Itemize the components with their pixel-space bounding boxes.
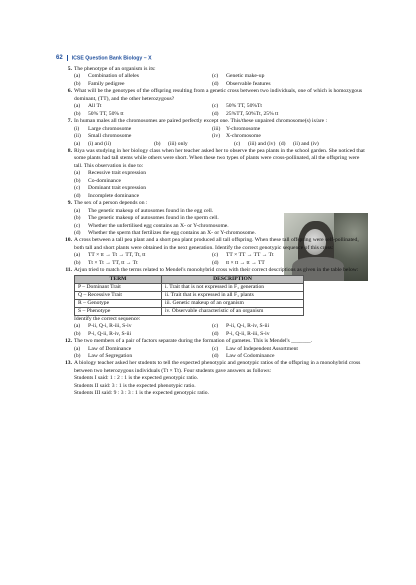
student-answer: Students III said: 9 : 3 : 3 : 1 is the expected genotypic ratio.	[74, 390, 209, 397]
option-letter: (d)	[212, 259, 219, 266]
table-cell: iv. Observable characteristic of an organism	[162, 307, 304, 315]
option-letter: (d)	[212, 352, 219, 359]
question-11-options	[62, 323, 368, 338]
option-letter: (a)	[74, 323, 81, 330]
option	[74, 103, 212, 110]
statement-numeral: (ii)	[74, 133, 81, 140]
option	[74, 331, 212, 338]
question-number: 9.	[67, 200, 72, 207]
question-text: A biology teacher asked her students to tell the expected phenotypic and genotypic ratios of the offspring in a monohybrid cross between two heterozygous individuals (Tt × Tt). Four students gave answers as follows:	[74, 360, 361, 374]
option-text: TT × tt → Tt → TT, Tt, tt	[88, 252, 146, 259]
question-list	[62, 66, 368, 398]
question-number: 12.	[65, 338, 72, 345]
option-letter: (a)	[74, 252, 81, 259]
option	[74, 346, 212, 353]
option	[74, 208, 368, 215]
statement	[212, 133, 368, 140]
statement-text: Small chromosome	[88, 133, 132, 140]
option-letter: (d)	[212, 330, 219, 337]
student-answer: Students I said: 1 : 2 : 1 is the expected genotypic ratio.	[74, 375, 199, 382]
question-6	[62, 88, 368, 103]
option-text: Law of Segregation	[88, 352, 133, 359]
header-divider	[67, 55, 68, 61]
option-letter: (b)	[74, 352, 81, 359]
question-text: Riya was studying in her biology class when her teacher asked her to observe the pea plants in the school garden. She noticed that some plants had tall stems while others were short. When these two types of plants were cross-pollinated, all the offspring were tall. This observation is due to:	[74, 147, 365, 169]
option-letter: (c)	[212, 73, 219, 80]
option-letter: (a)	[74, 103, 81, 110]
option	[74, 260, 212, 267]
option-letter: (d)	[74, 192, 81, 199]
option-text: (iii) only	[168, 140, 188, 147]
option	[212, 323, 368, 330]
question-8-options	[62, 170, 368, 200]
question-number: 6.	[67, 88, 72, 95]
option-text: Whether the unfertilised egg contains an X- or Y-chromosome.	[88, 222, 229, 229]
option-letter: (a)	[74, 170, 81, 177]
question-7-statements	[62, 126, 368, 141]
question-text: What will be the genotypes of the offspring resulting from a genetic cross between two individuals, one of which is homozygous dominant, (TT), and the other heterozygous?	[74, 88, 363, 102]
option	[74, 215, 368, 222]
option-text: Law of Dominance	[88, 345, 132, 352]
option-text: P-i, Q-ii, R-iv, S-iii	[88, 330, 132, 337]
option-letter: (a)	[74, 207, 81, 214]
option-text: (iii) and (iv)	[248, 140, 276, 147]
question-text: Arjun tried to match the terms related to Mendel's monohybrid cross with their correct descriptions as given in the table below:	[74, 267, 359, 274]
option-text: 50% TT, 50%Tt	[226, 103, 262, 110]
student-answer: Students II said: 3 : 1 is the expected phenotypic ratio.	[74, 382, 196, 389]
option-letter: (c)	[74, 185, 81, 192]
option	[212, 252, 368, 259]
option	[74, 170, 368, 177]
page-number: 62	[56, 55, 63, 62]
option-letter: (d)	[212, 80, 219, 87]
option-letter: (d)	[74, 229, 81, 236]
option-letter: (b)	[74, 330, 81, 337]
option-text: Tt × Tt → TT, tt → Tt	[88, 259, 138, 266]
option-letter: (b)	[74, 215, 81, 222]
question-number: 5.	[67, 66, 72, 72]
option	[212, 73, 368, 80]
table-header: DESCRIPTION	[162, 275, 304, 283]
option-text: tt × tt → tt → TT	[226, 259, 265, 266]
statement-numeral: (iii)	[212, 125, 221, 132]
page-header	[56, 55, 152, 61]
question-text: The two members of a pair of factors separate during the formation of gametes. This is Mendel's _______.	[74, 338, 313, 345]
option	[74, 323, 212, 330]
option-letter: (b)	[154, 140, 161, 147]
option	[212, 346, 368, 353]
question-prompt: Identify the correct sequence:	[74, 315, 141, 322]
option-letter: (a)	[74, 140, 81, 147]
option	[74, 141, 154, 148]
question-number: 8.	[67, 147, 72, 154]
statement-text: Y-chromosome	[226, 125, 261, 132]
question-7-options	[62, 141, 368, 148]
question-number: 13.	[65, 360, 72, 367]
option	[234, 141, 279, 148]
option-letter: (c)	[212, 252, 219, 259]
question-7	[62, 118, 368, 125]
table-header: TERM	[75, 275, 162, 283]
option-text: Observable features	[226, 80, 271, 87]
statement-numeral: (iv)	[212, 133, 221, 140]
option-letter: (b)	[74, 110, 81, 117]
option-letter: (b)	[74, 259, 81, 266]
statement	[74, 133, 212, 140]
question-number: 11.	[65, 267, 72, 274]
option	[74, 223, 368, 230]
question-13	[62, 360, 368, 375]
option-letter: (d)	[279, 140, 286, 147]
question-12-options	[62, 346, 368, 361]
option-text: Law of Codominance	[226, 352, 275, 359]
option-text: Combination of alleles	[88, 73, 139, 80]
question-number: 10.	[65, 237, 72, 244]
table-cell: R – Genotype	[75, 299, 162, 307]
option	[212, 331, 368, 338]
option-text: Whether the sperm that fertilizes the egg contains an X- or Y-chromosome.	[88, 229, 256, 236]
table-cell: iii. Genetic makeup of an organism	[162, 299, 304, 307]
option-text: The genetic makeup of autosomes found in the sperm cell.	[88, 215, 219, 222]
option	[279, 141, 368, 148]
option-text: P-i, Q-ii, R-iii, S-iv	[226, 330, 270, 337]
statement-text: Large chromosome	[88, 125, 132, 132]
option-letter: (b)	[74, 177, 81, 184]
option-letter: (c)	[212, 103, 219, 110]
question-12	[62, 338, 368, 345]
statement	[74, 126, 212, 133]
option	[74, 73, 212, 80]
option-letter: (c)	[234, 140, 241, 147]
option	[74, 178, 368, 185]
option-text: The genetic makeup of autosomes found in the egg cell.	[88, 207, 214, 214]
option	[212, 103, 368, 110]
question-6-options	[62, 103, 368, 118]
question-text: In human males all the chromosomes are paired perfectly except one. This/these unpaired chromosome(s) is/are :	[74, 118, 328, 125]
question-text: The sex of a person depends on :	[74, 200, 148, 207]
question-text: A cross between a tall pea plant and a short pea plant produced all tall offspring. When these tall offspring were self-pollinated, both tall and short plants were obtained in the next generation. Identify the correct genotypic sequence of this cross:	[74, 237, 359, 251]
table-cell: Q – Recessive Trait	[75, 291, 162, 299]
question-11	[62, 267, 368, 274]
option-text: TT × TT → TT → Tt	[226, 252, 274, 259]
option-letter: (a)	[74, 73, 81, 80]
option-text: Genetic make-up	[226, 73, 265, 80]
option-text: P-ii, Q-i, R-iii, S-iv	[88, 323, 132, 330]
option-letter: (d)	[212, 110, 219, 117]
table-cell: ii. Trait that is expressed in all F₁ plants	[162, 291, 304, 299]
question-9-options	[62, 208, 368, 238]
option	[74, 185, 368, 192]
option-text: 50% TT, 50% tt	[88, 110, 124, 117]
option-letter: (c)	[212, 323, 219, 330]
table-cell: S – Phenotype	[75, 307, 162, 315]
question-text: The phenotype of an organism is its:	[74, 66, 156, 72]
option-text: (ii) and (iv)	[293, 140, 319, 147]
option	[212, 260, 368, 267]
option-text: Dominant trait expression	[88, 185, 147, 192]
table-cell: i. Trait that is not expressed in F₁ generation	[162, 283, 304, 291]
book-title: ICSE Question Bank Biology – X	[71, 55, 152, 62]
table-row	[75, 291, 304, 299]
option	[154, 141, 234, 148]
option-text: (i) and (ii)	[88, 140, 111, 147]
question-9	[62, 200, 368, 207]
question-10-options	[62, 252, 368, 267]
table-header-row	[75, 275, 304, 283]
option-text: Co-dominance	[88, 177, 121, 184]
option	[74, 252, 212, 259]
option-letter: (c)	[74, 222, 81, 229]
option-text: Recessive trait expression	[88, 170, 147, 177]
option-text: All Tt	[88, 103, 102, 110]
statement-numeral: (i)	[74, 125, 80, 132]
option-text: Law of Independent Assortment	[226, 345, 298, 352]
question-8	[62, 148, 368, 170]
table-row	[75, 307, 304, 315]
option-text: 25%TT, 50%Tt, 25% tt	[226, 110, 279, 117]
option-text: Family pedigree	[88, 80, 125, 87]
option-letter: (a)	[74, 345, 81, 352]
option-text: P-ii, Q-i, R-iv, S-iii	[226, 323, 270, 330]
statement-text: X-chromosome	[226, 133, 261, 140]
table-cell: P – Dominant Trait	[75, 283, 162, 291]
table-row	[75, 299, 304, 307]
question-10	[62, 237, 368, 252]
question-5-options	[62, 73, 368, 88]
option-letter: (c)	[212, 345, 219, 352]
match-table	[74, 275, 304, 316]
statement	[212, 126, 368, 133]
question-number: 7.	[67, 118, 72, 125]
option-letter: (b)	[74, 80, 81, 87]
table-row	[75, 283, 304, 291]
option-text: Incomplete dominance	[88, 192, 140, 199]
